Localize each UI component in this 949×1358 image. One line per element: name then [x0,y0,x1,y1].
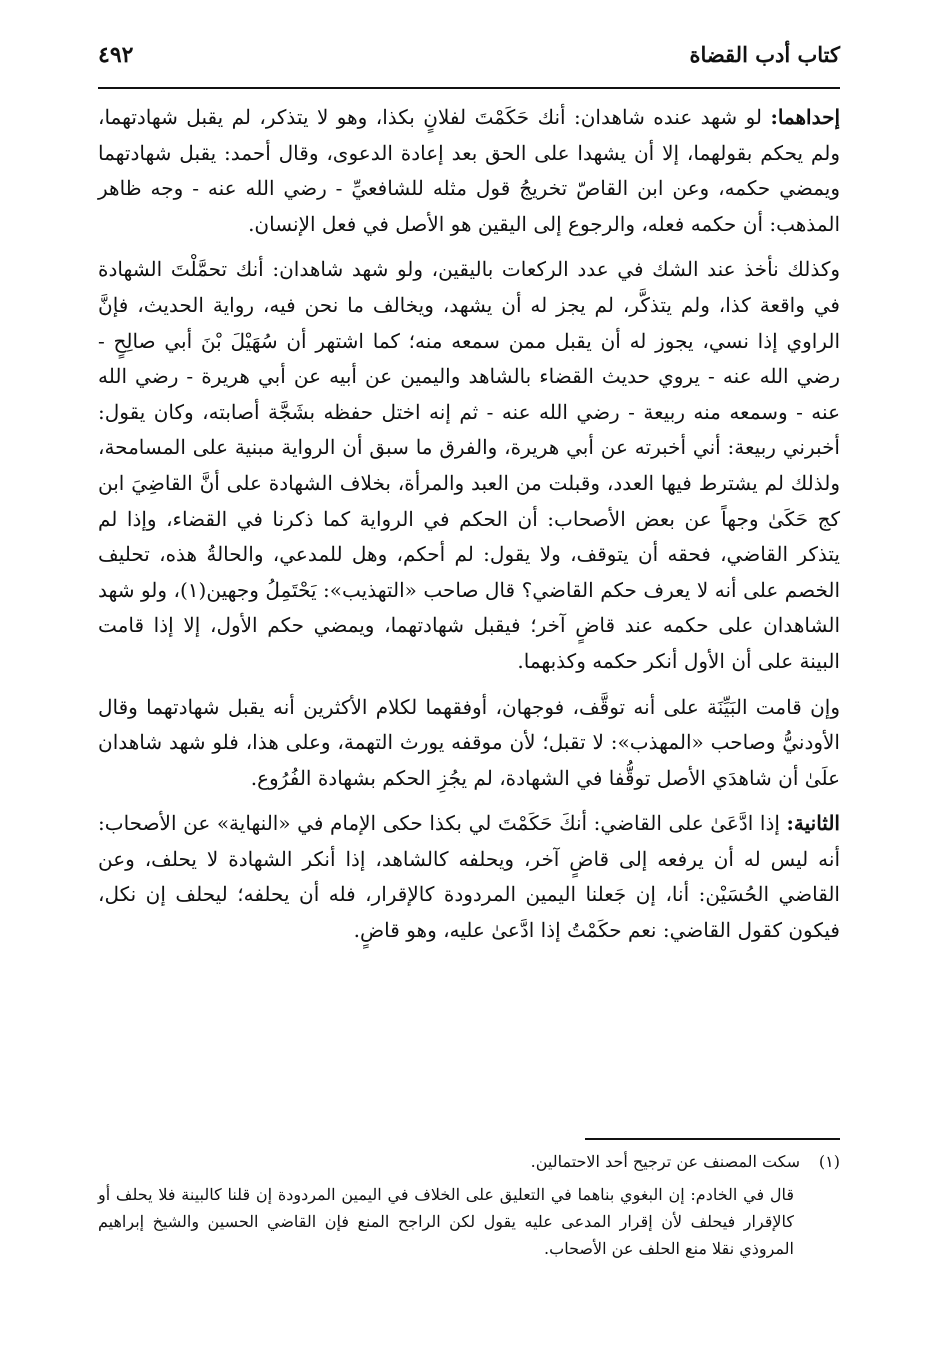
running-title: كتاب أدب القضاة [689,42,840,67]
paragraph-text: لو شهد عنده شاهدان: أنك حَكَمْتَ لفلانٍ بكذا، وهو لا يتذكر، لم يقبل شهادتهما، ولم يحكم بقولهما، إلا أن يشهدا على الحق بعد إعادة الدعوى، وقال أحمد: يقبل شهادتهما ويمضي حكمه، وعن ابن القاصّ تخريجُ قول مثله للشافعيِّ - رضي الله عنه - وجه ظاهر المذهب: أن حكمه فعله، والرجوع إلى اليقين هو الأصل في فعل الإنسان. [98,105,840,236]
paragraph-second-case [98,806,840,948]
paragraph-recollection [98,252,840,679]
footnotes [98,1148,840,1268]
footnote-text: قال في الخادم: إن البغوي بناهما في التعليق على الخلاف في اليمين المردودة إن قلنا كالبينة فلا يحلف أو كالإقرار فيحلف لأن إقرار المدعى عليه يقول لكن الراجح المنع فإن القاضي الحسين والشيخ إبراهيم المروذي نقلا منع الحلف عن الأصحاب. [98,1185,794,1258]
footnote-number: (١) [818,1152,840,1171]
footnote-text: سكت المصنف عن ترجيح أحد الاحتمالين. [530,1152,800,1171]
paragraph-hesitation [98,690,840,797]
header-divider [98,87,840,89]
paragraph-lead: الثانية: [786,811,840,836]
main-text [98,100,840,955]
paragraph-text: وإن قامت البَيِّنَة على أنه توقَّف، فوجهان، أوفقهما لكلام الأكثرين أنه يقبل شهادتهما وقال الأودنيُّ وصاحب «المهذب»: لا تقبل؛ لأن موقفه يورث التهمة، وعلى هذا، فلو شهد شاهدان علَىٰ أن شاهدَي الأصل توقُّفا في الشهادة، لم يجُزِ الحكم بشهادة الفُرُوع. [98,694,840,790]
paragraph-lead: إحداهما: [770,105,840,129]
footnote-1 [98,1148,840,1175]
footnote-divider [585,1138,840,1140]
paragraph-text: إذا ادَّعَىٰ على القاضي: أنكَ حَكَمْتَ لي بكذا حكى الإمام في «النهاية» عن الأصحاب: أنه ليس له أن يرفعه إلى قاضٍ آخر، ويحلفه كالشاهد، إذا أنكر الشهادة لا يحلف، وعن القاضي الحُسَيْن: أنا، إن جَعلنا اليمين المردودة كالإقرار، فله أن يحلفه؛ ليحلف إن نكل، فيكون كقول القاضي: نعم حكَمْتُ إذا ادَّعىٰ عليه، وهو قاضٍ. [98,811,840,943]
paragraph-first-case [98,100,840,242]
page-number: ٤٩٢ [98,42,134,68]
page-header [98,40,840,86]
paragraph-text: وكذلك نأخذ عند الشك في عدد الركعات باليقين، ولو شهد شاهدان: أنك تحمَّلْتَ الشهادة في واقعة كذا، ولم يتذكَّر، لم يجز له أن يشهد، ويخالف ما نحن فيه، رواية الحديث، فإنَّ الراوي إذا نسي، يجوز له أن يقبل ممن سمعه منه؛ كما اشتهر أن سُهَيْلَ بْنَ أبي صالِحٍ - رضي الله عنه - يروي حديث القضاء بالشاهد واليمين عن أبيه عن أبي هريرة - رضي الله عنه - وسمعه منه ربيعة - رضي الله عنه - ثم إنه اختل حفظه بشَجَّة أصابته، وكان يقول: أخبرني ربيعة: أني أخبرته عن أبي هريرة، والفرق ما سبق أن الرواية مبنية على المسامحة، ولذلك لم يشترط فيها العدد، وقبلت من العبد والمرأة، بخلاف الشهادة على أنَّ القاضِيَ ابن كج حَكَىٰ وجهاً عن بعض الأصحاب: أن الحكم في الرواية كما ذكرنا في القضاء، وإذا لم يتذكر القاضي، فحقه أن يتوقف، ولا يقول: لم أحكم، وهل للمدعي، والحالةُ هذه، تحليف الخصم على أنه لا يعرف حكم القاضي؟ قال صاحب «التهذيب»: يَحْتَمِلُ وجهين(١)، ولو شهد الشاهدان على حكمه عند قاضٍ آخر؛ فيقبل شهادتهما، ويمضي حكم الأول، إلا إذا قامت البينة على أن الأول أنكر حكمه وكذبهما. [98,257,841,673]
footnote-1-continuation [98,1181,840,1262]
